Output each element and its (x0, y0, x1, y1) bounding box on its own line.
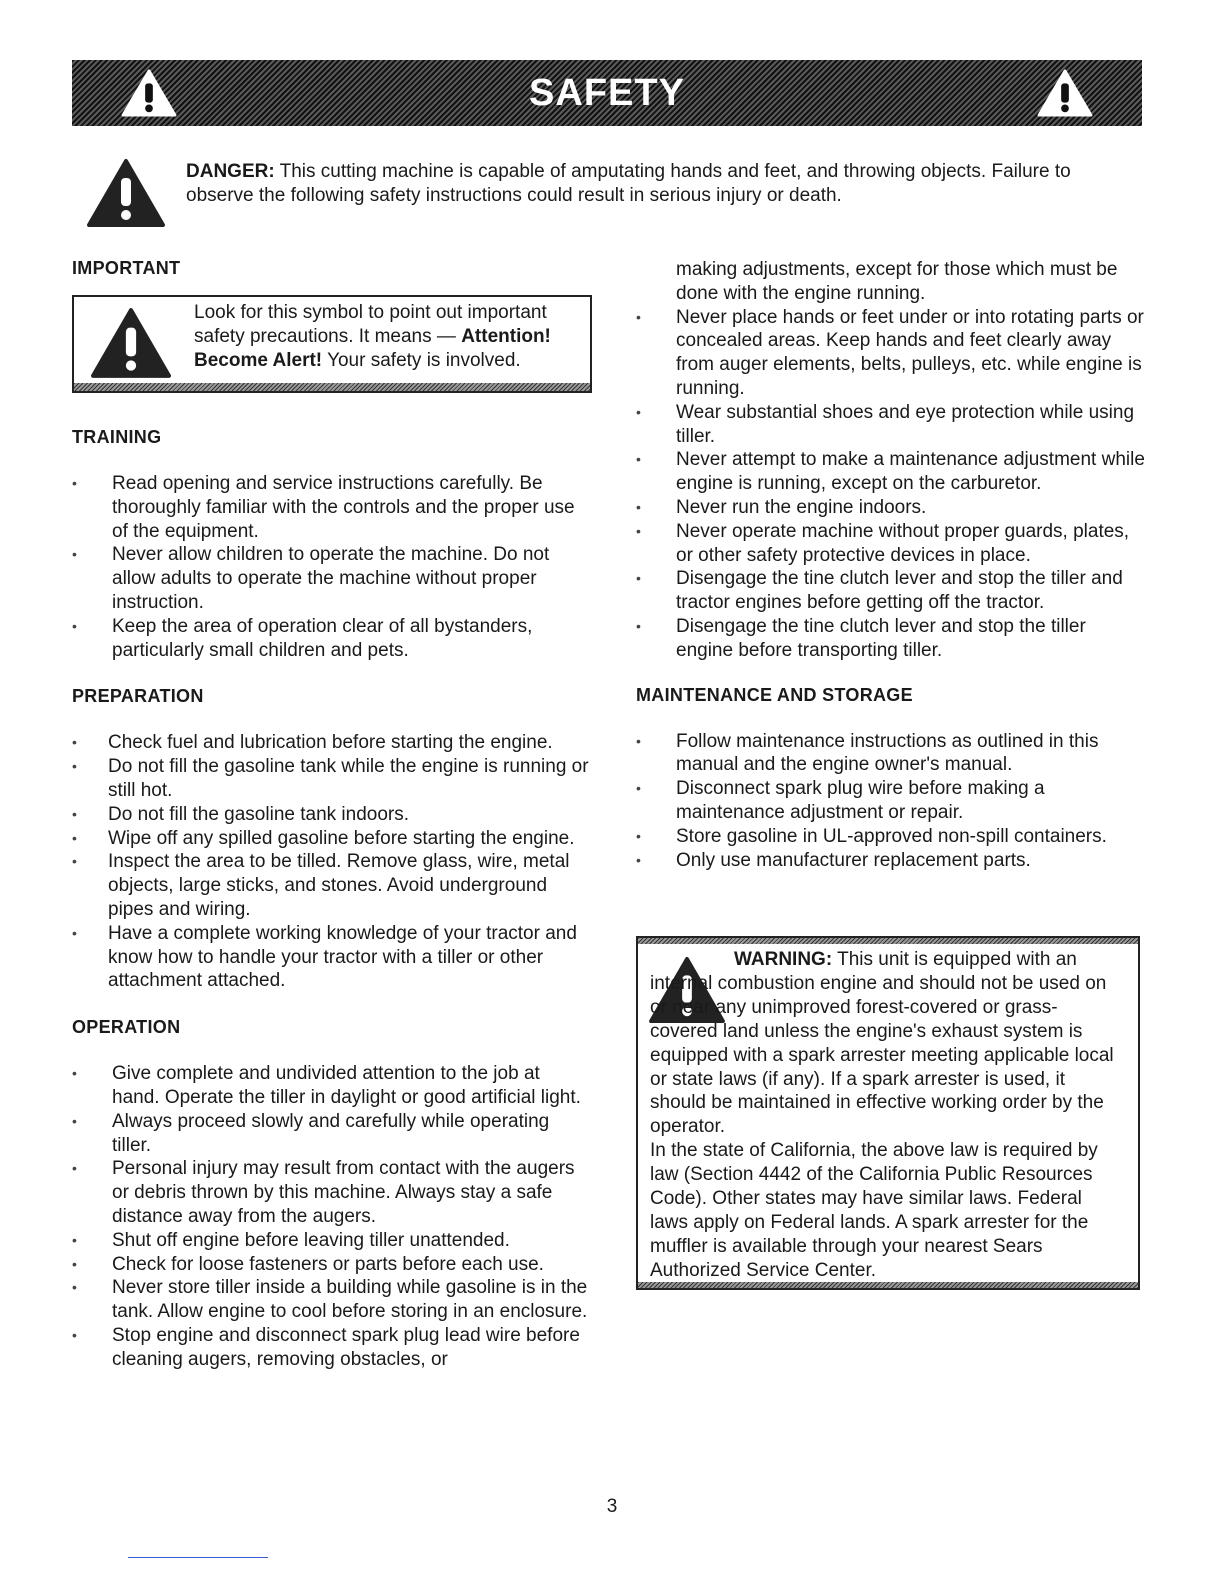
list-item: • Only use manufacturer replacement parts. (636, 849, 1146, 873)
note-tail: Your safety is involved. (327, 350, 521, 371)
list-item: • Never operate machine without proper guards, plates, or other safety protective devices in place. (636, 520, 1146, 568)
list-item: • Disengage the tine clutch lever and stop the tiller engine before transporting tiller. (636, 615, 1146, 663)
note-become-alert: Become Alert! (194, 350, 323, 371)
list-item: • Do not fill the gasoline tank while the engine is running or still hot. (72, 755, 592, 803)
list-item: • Always proceed slowly and carefully while operating tiller. (72, 1110, 592, 1158)
list-item: • Give complete and undivided attention to the job at hand. Operate the tiller in daylight or good artificial light. (72, 1062, 592, 1110)
note-attention: Attention! (461, 326, 551, 347)
list-item: • Keep the area of operation clear of all bystanders, particularly small children and pets. (72, 615, 592, 663)
training-list (72, 472, 592, 662)
footer-rule (128, 1557, 268, 1558)
important-note-text (194, 301, 574, 373)
list-item: • Shut off engine before leaving tiller unattended. (72, 1229, 592, 1253)
safety-banner (72, 60, 1142, 126)
list-item: • Never run the engine indoors. (636, 496, 1146, 520)
list-item: • Wear substantial shoes and eye protection while using tiller. (636, 401, 1146, 449)
heading-training: TRAINING (72, 427, 162, 447)
warning-text (650, 948, 1120, 1283)
warning-triangle-icon (120, 68, 178, 118)
list-item: • Stop engine and disconnect spark plug lead wire before cleaning augers, removing obstacles, or (72, 1324, 592, 1372)
list-item: • Never place hands or feet under or into rotating parts or concealed areas. Keep hands and feet clearly away from auger elements, belts, pulleys, etc. while engine is running. (636, 306, 1146, 401)
list-item: • Do not fill the gasoline tank indoors. (72, 803, 592, 827)
heading-maintenance: MAINTENANCE AND STORAGE (636, 684, 913, 705)
list-item: • Disconnect spark plug wire before making a maintenance adjustment or repair. (636, 777, 1146, 825)
preparation-list (72, 731, 592, 993)
danger-text (186, 160, 1126, 208)
list-item: • Read opening and service instructions carefully. Be thoroughly familiar with the controls and the proper use of the equipment. (72, 472, 592, 543)
alert-triangle-icon (90, 307, 172, 379)
operation-list (72, 1062, 592, 1371)
warning-box (636, 936, 1140, 1290)
danger-triangle-icon (86, 158, 166, 228)
warning-label: WARNING: (734, 949, 833, 970)
right-column (636, 258, 1146, 872)
list-item: • Store gasoline in UL-approved non-spill containers. (636, 825, 1146, 849)
page-title: SAFETY (529, 71, 685, 114)
page-number: 3 (606, 1496, 618, 1517)
list-item: • Inspect the area to be tilled. Remove glass, wire, metal objects, large sticks, and stones. Avoid underground pipes and wiring. (72, 850, 592, 921)
list-item: • Never attempt to make a maintenance adjustment while engine is running, except on the carburetor. (636, 448, 1146, 496)
heading-operation: OPERATION (72, 1017, 181, 1038)
list-item: • Never allow children to operate the machine. Do not allow adults to operate the machine without proper instruction. (72, 543, 592, 614)
warning-paragraph-2: In the state of California, the above law is required by law (Section 4442 of the California Public Resources Code). Other states may have similar laws. Federal laws apply on Federal lands. A spark arrester for the muffler is available through your nearest Sears Authorized Service Center. (650, 1140, 1098, 1281)
list-item: • Check for loose fasteners or parts before each use. (72, 1253, 592, 1277)
warning-triangle-icon (1036, 68, 1094, 118)
list-item: • Have a complete working knowledge of your tractor and know how to handle your tractor with a tiller or other attachment attached. (72, 922, 592, 993)
operation-list-continued (636, 258, 1146, 663)
list-item: • Never store tiller inside a building while gasoline is in the tank. Allow engine to cool before storing in an enclosure. (72, 1276, 592, 1324)
note-lead: Look for this symbol to point out important safety precautions. It means — (194, 302, 547, 347)
heading-preparation: PREPARATION (72, 686, 204, 707)
list-item: • Disengage the tine clutch lever and stop the tiller and tractor engines before getting off the tractor. (636, 567, 1146, 615)
important-note-box (72, 295, 592, 393)
danger-body: This cutting machine is capable of amputating hands and feet, and throwing objects. Failure to observe the following safety instructions could result in serious injury or death. (186, 161, 1071, 206)
warning-body-1: This unit is equipped with an internal combustion engine and should not be used on or near any unimproved forest-covered or grass-covered land unless the engine's exhaust system is equipped with a spark arrester meeting applicable local or state laws (if any). If a spark arrester is used, it should be maintained in effective working order by the operator. (650, 949, 1114, 1138)
heading-important: IMPORTANT (72, 258, 181, 278)
list-item-continuation: making adjustments, except for those which must be done with the engine running. (676, 259, 1118, 304)
danger-label: DANGER: (186, 161, 275, 182)
maintenance-list (636, 730, 1146, 873)
list-item: • Check fuel and lubrication before starting the engine. (72, 731, 592, 755)
list-item: • Personal injury may result from contact with the augers or debris thrown by this machine. Always stay a safe distance away from the augers. (72, 1157, 592, 1228)
list-item: • Wipe off any spilled gasoline before starting the engine. (72, 827, 592, 851)
list-item: • Follow maintenance instructions as outlined in this manual and the engine owner's manual. (636, 730, 1146, 778)
left-column (72, 258, 592, 1372)
warning-paragraph-1 (650, 948, 1120, 1139)
